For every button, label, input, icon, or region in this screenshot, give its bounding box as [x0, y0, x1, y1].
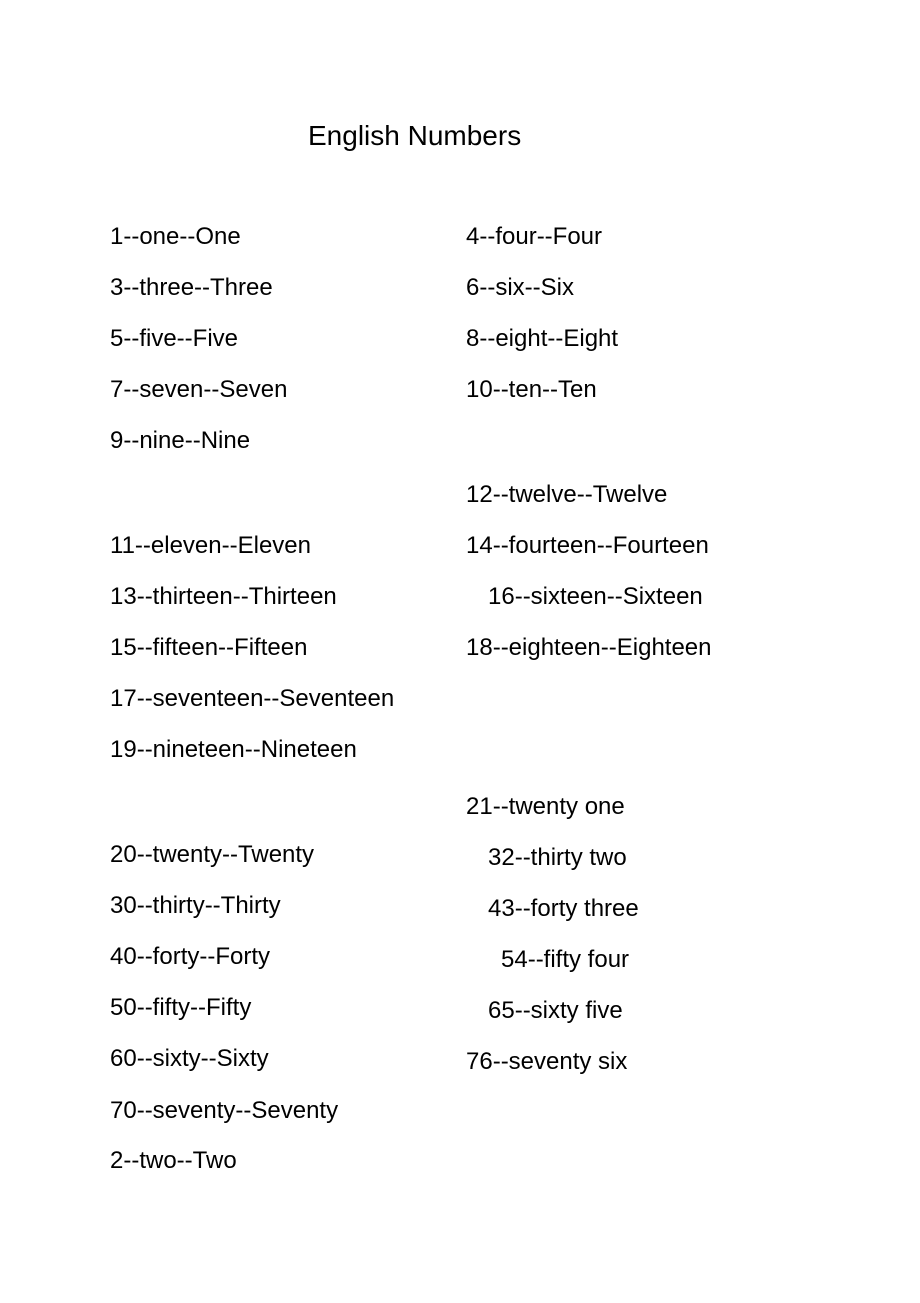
list-item: 32--thirty two	[488, 844, 627, 871]
list-item: 8--eight--Eight	[466, 325, 619, 352]
list-item: 1--one--One	[110, 223, 241, 250]
list-item: 40--forty--Forty	[110, 943, 271, 970]
list-item: 21--twenty one	[466, 793, 625, 820]
list-item: 13--thirteen--Thirteen	[110, 583, 337, 610]
list-item: 11--eleven--Eleven	[110, 532, 311, 559]
list-item: 6--six--Six	[466, 274, 574, 301]
list-item: 30--thirty--Thirty	[110, 892, 281, 919]
list-item: 5--five--Five	[110, 325, 239, 352]
list-item: 50--fifty--Fifty	[110, 994, 252, 1021]
list-item: 76--seventy six	[466, 1048, 628, 1075]
list-item: 54--fifty four	[501, 946, 630, 973]
list-item: 7--seven--Seven	[110, 376, 288, 403]
list-item: 18--eighteen--Eighteen	[466, 634, 712, 661]
list-item: 10--ten--Ten	[466, 376, 597, 403]
list-item: 3--three--Three	[110, 274, 273, 301]
list-item: 12--twelve--Twelve	[466, 481, 668, 508]
list-item: 2--two--Two	[110, 1147, 237, 1174]
list-item: 65--sixty five	[488, 997, 623, 1024]
list-item: 43--forty three	[488, 895, 639, 922]
list-item: 16--sixteen--Sixteen	[488, 583, 703, 610]
list-item: 4--four--Four	[466, 223, 603, 250]
list-item: 20--twenty--Twenty	[110, 841, 315, 868]
list-item: 15--fifteen--Fifteen	[110, 634, 308, 661]
list-item: 17--seventeen--Seventeen	[110, 685, 395, 712]
list-item: 9--nine--Nine	[110, 427, 251, 454]
page-title: English Numbers	[308, 120, 522, 151]
list-item: 14--fourteen--Fourteen	[466, 532, 709, 559]
list-item: 70--seventy--Seventy	[110, 1097, 339, 1124]
list-item: 60--sixty--Sixty	[110, 1045, 269, 1072]
list-item: 19--nineteen--Nineteen	[110, 736, 357, 763]
